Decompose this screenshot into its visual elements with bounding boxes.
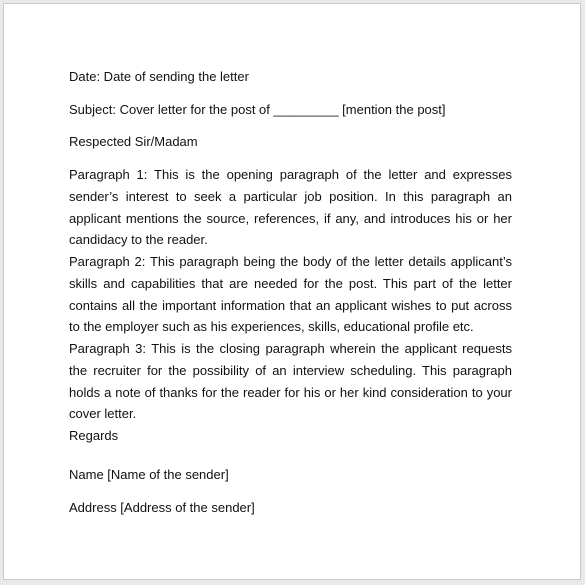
sender-name-line: Name [Name of the sender] — [69, 467, 229, 482]
closing-regards: Regards — [69, 428, 119, 443]
sender-address-line: Address [Address of the sender] — [69, 500, 255, 515]
subject-line: Subject: Cover letter for the post of _________ [mention the post] — [69, 102, 446, 117]
paragraph-1: Paragraph 1: This is the opening paragraph of the letter and expresses sender’s interest to seek a particular job position. In this paragraph an applicant mentions the source, references, if any, and introduces his or her candidacy to the reader. — [69, 167, 512, 248]
paragraph-2: Paragraph 2: This paragraph being the body of the letter details applicant’s skills and capabilities that are needed for the post. This part of the letter contains all the important information that an applicant wishes to put across to the employer such as his experiences, skills, educational profile etc. — [69, 254, 512, 335]
date-line: Date: Date of sending the letter — [69, 69, 249, 84]
salutation: Respected Sir/Madam — [69, 134, 198, 149]
letter-page — [3, 3, 581, 580]
paragraph-3: Paragraph 3: This is the closing paragraph wherein the applicant requests the recruiter for the possibility of an interview scheduling. This paragraph holds a note of thanks for the reader for his or her kind consideration to your cover letter. — [69, 341, 512, 422]
